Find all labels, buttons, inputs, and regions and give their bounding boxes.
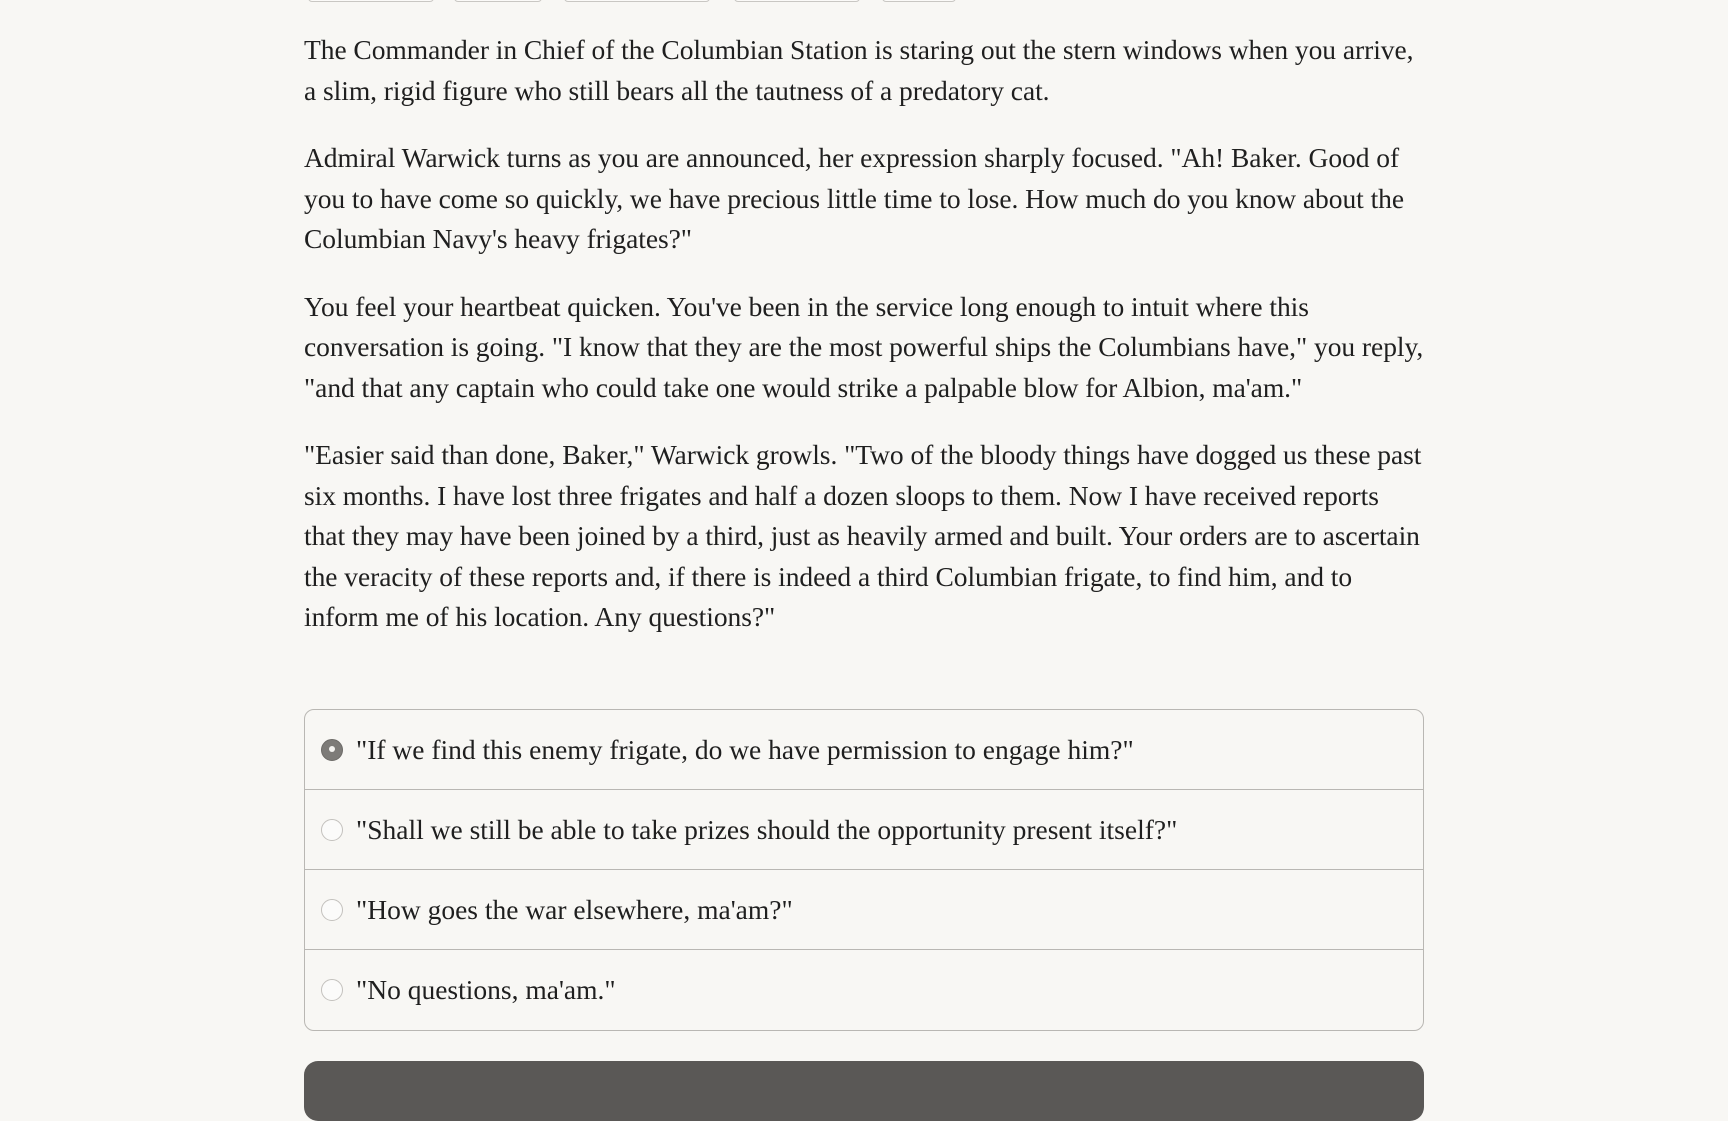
story-paragraph: Admiral Warwick turns as you are announced, her expression sharply focused. "Ah! Baker. Good of you to have come so quickly, we have precious little time to lose. How much do you know about the Columbian Navy's heavy frigates?": [304, 142, 1405, 254]
next-button[interactable]: [304, 1061, 1424, 1121]
toolbar-button[interactable]: [564, 0, 710, 2]
choice-label: "How goes the war elsewhere, ma'am?": [356, 893, 793, 925]
choice-list: [304, 709, 1424, 1031]
choice-option-4[interactable]: [305, 950, 1423, 1030]
choice-option-1[interactable]: [305, 710, 1423, 790]
radio-unselected-icon[interactable]: [321, 899, 343, 921]
story-paragraph: You feel your heartbeat quicken. You've been in the service long enough to intuit where this conversation is going. "I know that they are the most powerful ships the Columbians have," you reply, "and that any captain who could take one would strike a palpable blow for Albion, ma'am.": [304, 290, 1424, 403]
radio-unselected-icon[interactable]: [321, 979, 343, 1001]
story-paragraph: "Easier said than done, Baker," Warwick growls. "Two of the bloody things have dogged us these past six months. I have lost three frigates and half a dozen sloops to them. Now I have received reports that they may have been joined by a third, just as heavily armed and built. Your orders are to ascertain the veracity of these reports and, if there is indeed a third Columbian frigate, to find him, and to inform me of his location. Any questions?": [304, 439, 1422, 632]
choice-label: "No questions, ma'am.": [356, 974, 616, 1005]
choice-option-2[interactable]: [305, 790, 1423, 870]
toolbar-button[interactable]: [308, 0, 434, 2]
radio-unselected-icon[interactable]: [321, 819, 343, 841]
toolbar-button[interactable]: [734, 0, 860, 2]
toolbar-button[interactable]: [454, 0, 542, 2]
story-paragraph: The Commander in Chief of the Columbian Station is staring out the stern windows when you arrive, a slim, rigid figure who still bears all the tautness of a predatory cat.: [304, 34, 1414, 106]
choice-label: "Shall we still be able to take prizes should the opportunity present itself?": [356, 813, 1178, 845]
radio-selected-icon[interactable]: [321, 739, 343, 761]
toolbar-button[interactable]: [882, 0, 956, 2]
story-text: [304, 30, 1424, 665]
choice-option-3[interactable]: [305, 870, 1423, 950]
choice-label: "If we find this enemy frigate, do we have permission to engage him?": [356, 733, 1134, 765]
